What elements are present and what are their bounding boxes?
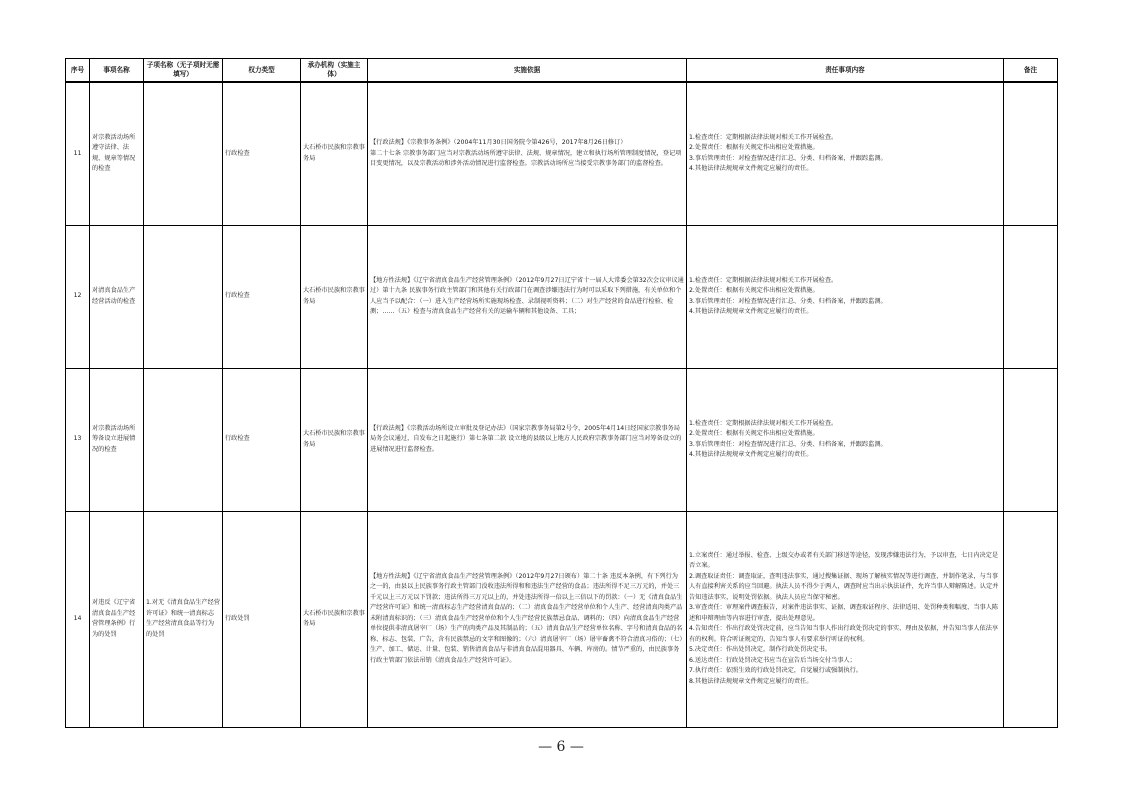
row-type: 行政处罚 <box>223 511 301 727</box>
row-name: 对宗教活动场所遵守法律、法规、规章等情况的检查 <box>90 82 144 225</box>
table-row <box>66 368 1058 511</box>
row-remark <box>1004 511 1058 727</box>
row-type: 行政检查 <box>223 368 301 511</box>
row-seq: 12 <box>66 225 90 368</box>
row-type: 行政检查 <box>223 82 301 225</box>
row-remark <box>1004 225 1058 368</box>
page-number: — 6 — <box>538 739 584 755</box>
row-duty: 1.检查责任：定期根据法律法规对相关工作开展检查。 2.处置责任：根据有关规定作出相应处置措施。 3.事后管理责任：对检查情况进行汇总、分类、归档备案，并跟踪监测。 4.其他法律法规规章文件规定应履行的责任。 <box>687 82 1004 225</box>
header-basis: 实施依据 <box>368 59 687 83</box>
header-subname: 子项名称（无子项时无需填写） <box>144 59 223 83</box>
row-remark <box>1004 368 1058 511</box>
header-agency: 承办机构（实施主体） <box>301 59 368 83</box>
row-basis: 【地方性法规】《辽宁省清真食品生产经营管理条例》（2012年9月27日辽宁省十一届人大常委会第32次会议审议通过）第十九条 民族事务行政主管部门和其他有关行政部门在调查涉嫌违法行为时可以采取下列措施，有关单位和个人应当予以配合：（一）进入生产经营场所实施现场检查、录制视听资料；（二）对生产经营的食品进行检验、检测；……（五）检查与清真食品生产经营有关的运输车辆和其他设备、工具； <box>368 225 687 368</box>
table-row <box>66 82 1058 225</box>
header-seq: 序号 <box>66 59 90 83</box>
row-subname <box>144 368 223 511</box>
responsibility-table <box>65 58 1058 728</box>
row-name: 对宗教活动场所筹备设立进展情况的检查 <box>90 368 144 511</box>
row-basis: 【行政法规】《宗教活动场所设立审批及登记办法》（国家宗教事务局第2号令，2005年4月14日经国家宗教事务局局务会议通过，自发布之日起施行）第七条第二款 设立地的县级以上地方人民政府宗教事务部门应当对筹备设立的进展情况进行监督检查。 <box>368 368 687 511</box>
header-remark: 备注 <box>1004 59 1058 83</box>
table-row <box>66 511 1058 727</box>
row-type: 行政检查 <box>223 225 301 368</box>
header-name: 事项名称 <box>90 59 144 83</box>
header-row <box>66 59 1058 83</box>
row-agency: 大石桥市民族和宗教事务局 <box>301 368 368 511</box>
row-agency: 大石桥市民族和宗教事务局 <box>301 511 368 727</box>
row-seq: 13 <box>66 368 90 511</box>
row-subname: 1.对无《清真食品生产经营许可证》和统一清真标志生产经营清真食品等行为的处罚 <box>144 511 223 727</box>
row-basis: 【地方性法规】《辽宁省清真食品生产经营管理条例》（2012年9月27日颁布）第二十条 违反本条例，有下列行为之一的，由县以上民族事务行政主管部门没收违法所得和和违法生产经营的食品；违法所得不足三万元的，并处三千元以上三万元以下罚款；违法所得三万元以上的，并处违法所得一倍以上三倍以下的罚款：（一）无《清真食品生产经营许可证》和统一清真标志生产经营清真食品的；（二）清真食品生产经营单位和个人生产、经营清真肉类产品未附清真标识的；（三）清真食品生产经营单位和个人生产经营民族禁忌食品、调料的；（四）向清真食品生产经营单位提供非清真屠宰厂（场）生产的肉类产品及其制品的；（五）清真食品生产经营单位名称、字号和清真食品的名称、标志、包装、广告，含有民族禁忌的文字和图像的；（六）清真屠宰厂（场）屠宰畜禽不符合清真习俗的；（七）生产、加工、储运、计量、包装、销售清真食品与非清真食品混用器具、车辆、库房的。情节严重的，由民族事务行政主管部门依法吊销《清真食品生产经营许可证》。 <box>368 511 687 727</box>
row-agency: 大石桥市民族和宗教事务局 <box>301 225 368 368</box>
row-duty: 1.检查责任：定期根据法律法规对相关工作开展检查。 2.处置责任：根据有关规定作出相应处置措施。 3.事后管理责任：对检查情况进行汇总、分类、归档备案，并跟踪监测。 4.其他法律法规规章文件规定应履行的责任。 <box>687 225 1004 368</box>
row-duty: 1.检查责任：定期根据法律法规对相关工作开展检查。 2.处置责任：根据有关规定作出相应处置措施。 3.事后管理责任：对检查情况进行汇总、分类、归档备案，并跟踪监测。 4.其他法律法规规章文件规定应履行的责任。 <box>687 368 1004 511</box>
row-agency: 大石桥市民族和宗教事务局 <box>301 82 368 225</box>
row-seq: 11 <box>66 82 90 225</box>
row-name: 对违反《辽宁省清真食品生产经营管理条例》行为的处罚 <box>90 511 144 727</box>
header-type: 权力类型 <box>223 59 301 83</box>
row-seq: 14 <box>66 511 90 727</box>
header-duty: 责任事项内容 <box>687 59 1004 83</box>
row-remark <box>1004 82 1058 225</box>
row-duty: 1.立案责任：通过举报、检查、上级交办或者有关部门移送等途径，发现涉嫌违法行为，予以审查，七日内决定是否立案。 2.调查取证责任：调查取证，查明违法事实，通过搜集证据、现场了解核实情况等进行调查，并制作笔录，与当事人有直接利害关系的应当回避。执法人员不得少于两人，调查时应当出示执法证件，允许当事人辩解陈述。认定并告知违法事实，说明处罚依据。执法人员应当保守秘密。 3.审查责任：审理案件调查报告，对案件违法事实、证据、调查取证程序、法律适用、处罚种类和幅度、当事人陈述和申辩理由等内容进行审查，提出处理意见。 4.告知责任：作出行政处罚决定前，应当告知当事人作出行政处罚决定的事实、理由及依据，并告知当事人依法享有的权利。符合听证规定的，告知当事人有要求举行听证的权利。 5.决定责任：作出处罚决定，制作行政处罚决定书。 6.送达责任：行政处罚决定书应当在宣告后当场交付当事人； 7.执行责任：依照生效的行政处罚决定，自觉履行或强制执行。 8.其他法律法规规章文件规定应履行的责任。 <box>687 511 1004 727</box>
row-name: 对清真食品生产经营活动的检查 <box>90 225 144 368</box>
row-basis: 【行政法规】《宗教事务条例》（2004年11月30日国务院令第426号，2017年8月26日修订） 第二十七条 宗教事务部门应当对宗教活动场所遵守法律、法规、规章情况，建立和执行场所管理制度情况，登记项目变更情况，以及宗教活动和涉外活动情况进行监督检查。宗教活动场所应当接受宗教事务部门的监督检查。 <box>368 82 687 225</box>
table-row <box>66 225 1058 368</box>
row-subname <box>144 82 223 225</box>
row-subname <box>144 225 223 368</box>
